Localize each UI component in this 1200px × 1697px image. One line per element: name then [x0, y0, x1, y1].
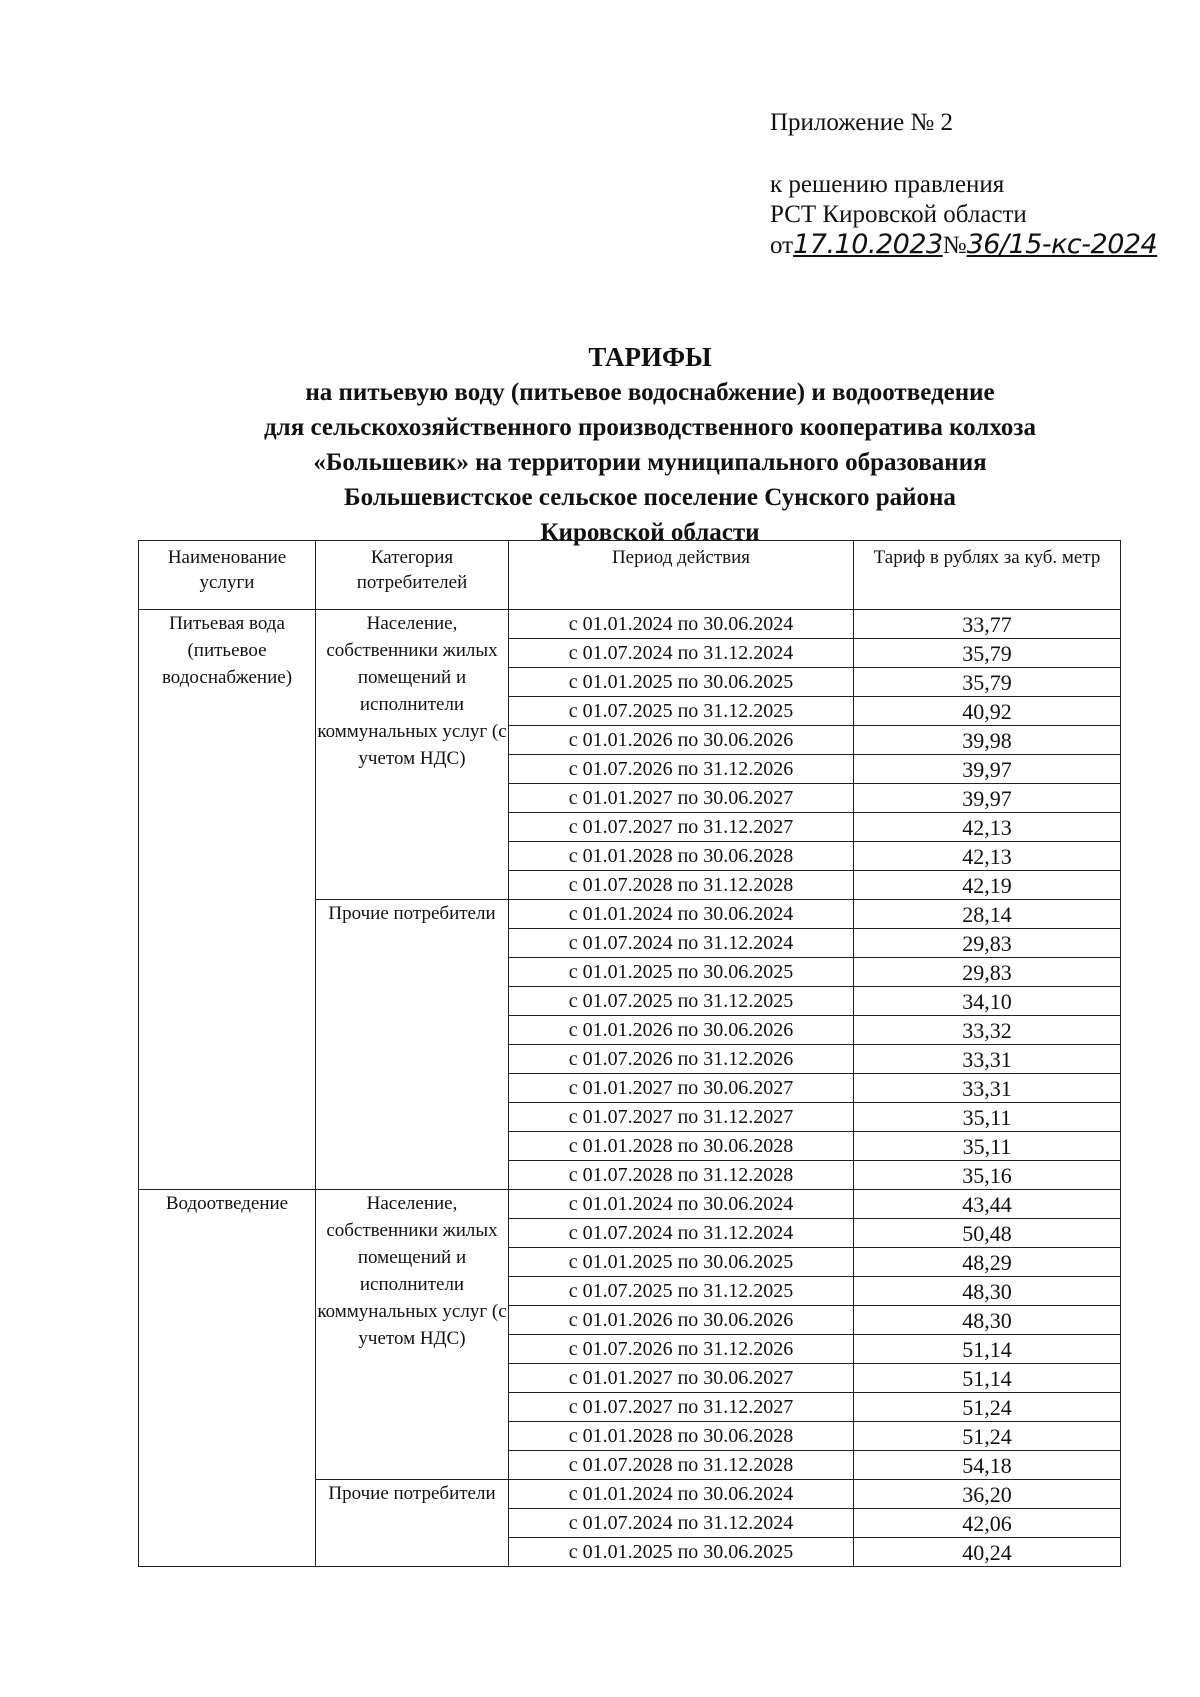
tariff-price-cell: 54,18	[854, 1451, 1121, 1480]
appendix-block	[770, 108, 1157, 261]
tariff-price-cell: 43,44	[854, 1190, 1121, 1219]
period-cell: с 01.01.2028 по 30.06.2028	[509, 1422, 854, 1451]
period-cell: с 01.01.2025 по 30.06.2025	[509, 1538, 854, 1567]
period-cell: с 01.01.2027 по 30.06.2027	[509, 1364, 854, 1393]
period-cell: с 01.07.2028 по 31.12.2028	[509, 871, 854, 900]
handwritten-decision-number: 36/15-кс-2024	[966, 229, 1158, 260]
tariff-price-cell: 34,10	[854, 987, 1121, 1016]
period-cell: с 01.01.2025 по 30.06.2025	[509, 958, 854, 987]
table-row	[139, 610, 1121, 639]
appendix-line-2: РСТ Кировской области	[770, 201, 1027, 228]
period-cell: с 01.01.2027 по 30.06.2027	[509, 784, 854, 813]
period-cell: с 01.07.2025 по 31.12.2025	[509, 697, 854, 726]
period-cell: с 01.07.2028 по 31.12.2028	[509, 1161, 854, 1190]
tariff-price-cell: 33,31	[854, 1074, 1121, 1103]
title-line-3: «Большевик» на территории муниципального образования	[313, 449, 987, 476]
period-cell: с 01.07.2026 по 31.12.2026	[509, 1335, 854, 1364]
tariff-price-cell: 42,19	[854, 871, 1121, 900]
tariff-price-cell: 33,32	[854, 1016, 1121, 1045]
date-prefix: от	[770, 232, 794, 259]
tariff-price-cell: 35,16	[854, 1161, 1121, 1190]
consumer-category-cell: Население, собственники жилых помещений и исполнители коммунальных услуг (с учетом НДС)	[316, 1190, 509, 1480]
title-line-4: Большевистское сельское поселение Сунского района	[344, 484, 956, 511]
period-cell: с 01.01.2025 по 30.06.2025	[509, 668, 854, 697]
period-cell: с 01.07.2026 по 31.12.2026	[509, 1045, 854, 1074]
tariff-price-cell: 39,98	[854, 726, 1121, 755]
consumer-category-cell: Население, собственники жилых помещений и исполнители коммунальных услуг (с учетом НДС)	[316, 610, 509, 900]
tariff-price-cell: 51,14	[854, 1335, 1121, 1364]
tariff-price-cell: 33,77	[854, 610, 1121, 639]
period-cell: с 01.01.2025 по 30.06.2025	[509, 1248, 854, 1277]
handwritten-date: 17.10.2023	[793, 229, 943, 260]
tariff-price-cell: 51,24	[854, 1393, 1121, 1422]
tariff-price-cell: 40,92	[854, 697, 1121, 726]
consumer-category-cell: Прочие потребители	[316, 900, 509, 1190]
period-cell: с 01.07.2024 по 31.12.2024	[509, 1219, 854, 1248]
tariff-price-cell: 28,14	[854, 900, 1121, 929]
period-cell: с 01.01.2027 по 30.06.2027	[509, 1074, 854, 1103]
table-row	[139, 1190, 1121, 1219]
tariff-price-cell: 35,79	[854, 668, 1121, 697]
title-line-1: на питьевую воду (питьевое водоснабжение) и водоотведение	[305, 379, 995, 406]
appendix-decision-line	[770, 230, 1157, 261]
tariff-price-cell: 35,11	[854, 1103, 1121, 1132]
header-price: Тариф в рублях за куб. метр	[854, 541, 1121, 610]
period-cell: с 01.07.2027 по 31.12.2027	[509, 1103, 854, 1132]
tariffs-table	[138, 540, 1121, 1567]
period-cell: с 01.01.2024 по 30.06.2024	[509, 610, 854, 639]
header-category: Категория потребителей	[316, 541, 509, 610]
period-cell: с 01.07.2027 по 31.12.2027	[509, 813, 854, 842]
tariff-price-cell: 42,13	[854, 842, 1121, 871]
tariff-price-cell: 40,24	[854, 1538, 1121, 1567]
header-period: Период действия	[509, 541, 854, 610]
tariff-price-cell: 42,13	[854, 813, 1121, 842]
appendix-line-1: к решению правления	[770, 171, 1005, 198]
period-cell: с 01.07.2024 по 31.12.2024	[509, 639, 854, 668]
table-body	[139, 610, 1121, 1567]
number-sign: №	[942, 232, 967, 259]
tariff-price-cell: 35,11	[854, 1132, 1121, 1161]
tariff-price-cell: 39,97	[854, 755, 1121, 784]
period-cell: с 01.07.2027 по 31.12.2027	[509, 1393, 854, 1422]
tariff-price-cell: 33,31	[854, 1045, 1121, 1074]
tariff-price-cell: 51,24	[854, 1422, 1121, 1451]
service-name-cell: Питьевая вода (питьевое водоснабжение)	[139, 610, 316, 1190]
title-main: ТАРИФЫ	[588, 342, 712, 372]
tariff-price-cell: 36,20	[854, 1480, 1121, 1509]
tariff-price-cell: 48,29	[854, 1248, 1121, 1277]
tariff-price-cell: 48,30	[854, 1306, 1121, 1335]
period-cell: с 01.01.2028 по 30.06.2028	[509, 1132, 854, 1161]
period-cell: с 01.01.2026 по 30.06.2026	[509, 1016, 854, 1045]
tariff-price-cell: 39,97	[854, 784, 1121, 813]
period-cell: с 01.01.2024 по 30.06.2024	[509, 1190, 854, 1219]
service-name-cell: Водоотведение	[139, 1190, 316, 1567]
title-line-2: для сельскохозяйственного производственного кооператива колхоза	[264, 414, 1036, 441]
tariff-price-cell: 48,30	[854, 1277, 1121, 1306]
header-service: Наименование услуги	[139, 541, 316, 610]
tariff-price-cell: 35,79	[854, 639, 1121, 668]
tariff-price-cell: 50,48	[854, 1219, 1121, 1248]
period-cell: с 01.07.2025 по 31.12.2025	[509, 1277, 854, 1306]
period-cell: с 01.01.2026 по 30.06.2026	[509, 726, 854, 755]
period-cell: с 01.07.2024 по 31.12.2024	[509, 1509, 854, 1538]
period-cell: с 01.01.2028 по 30.06.2028	[509, 842, 854, 871]
period-cell: с 01.07.2024 по 31.12.2024	[509, 929, 854, 958]
appendix-number: Приложение № 2	[770, 109, 954, 136]
period-cell: с 01.07.2025 по 31.12.2025	[509, 987, 854, 1016]
document-title	[0, 340, 1200, 550]
consumer-category-cell: Прочие потребители	[316, 1480, 509, 1567]
period-cell: с 01.01.2026 по 30.06.2026	[509, 1306, 854, 1335]
tariff-price-cell: 51,14	[854, 1364, 1121, 1393]
period-cell: с 01.01.2024 по 30.06.2024	[509, 1480, 854, 1509]
tariff-price-cell: 42,06	[854, 1509, 1121, 1538]
tariff-price-cell: 29,83	[854, 958, 1121, 987]
tariff-price-cell: 29,83	[854, 929, 1121, 958]
table-header-row	[139, 541, 1121, 610]
period-cell: с 01.07.2026 по 31.12.2026	[509, 755, 854, 784]
title-line-5: Кировской области	[540, 519, 760, 546]
period-cell: с 01.07.2028 по 31.12.2028	[509, 1451, 854, 1480]
period-cell: с 01.01.2024 по 30.06.2024	[509, 900, 854, 929]
